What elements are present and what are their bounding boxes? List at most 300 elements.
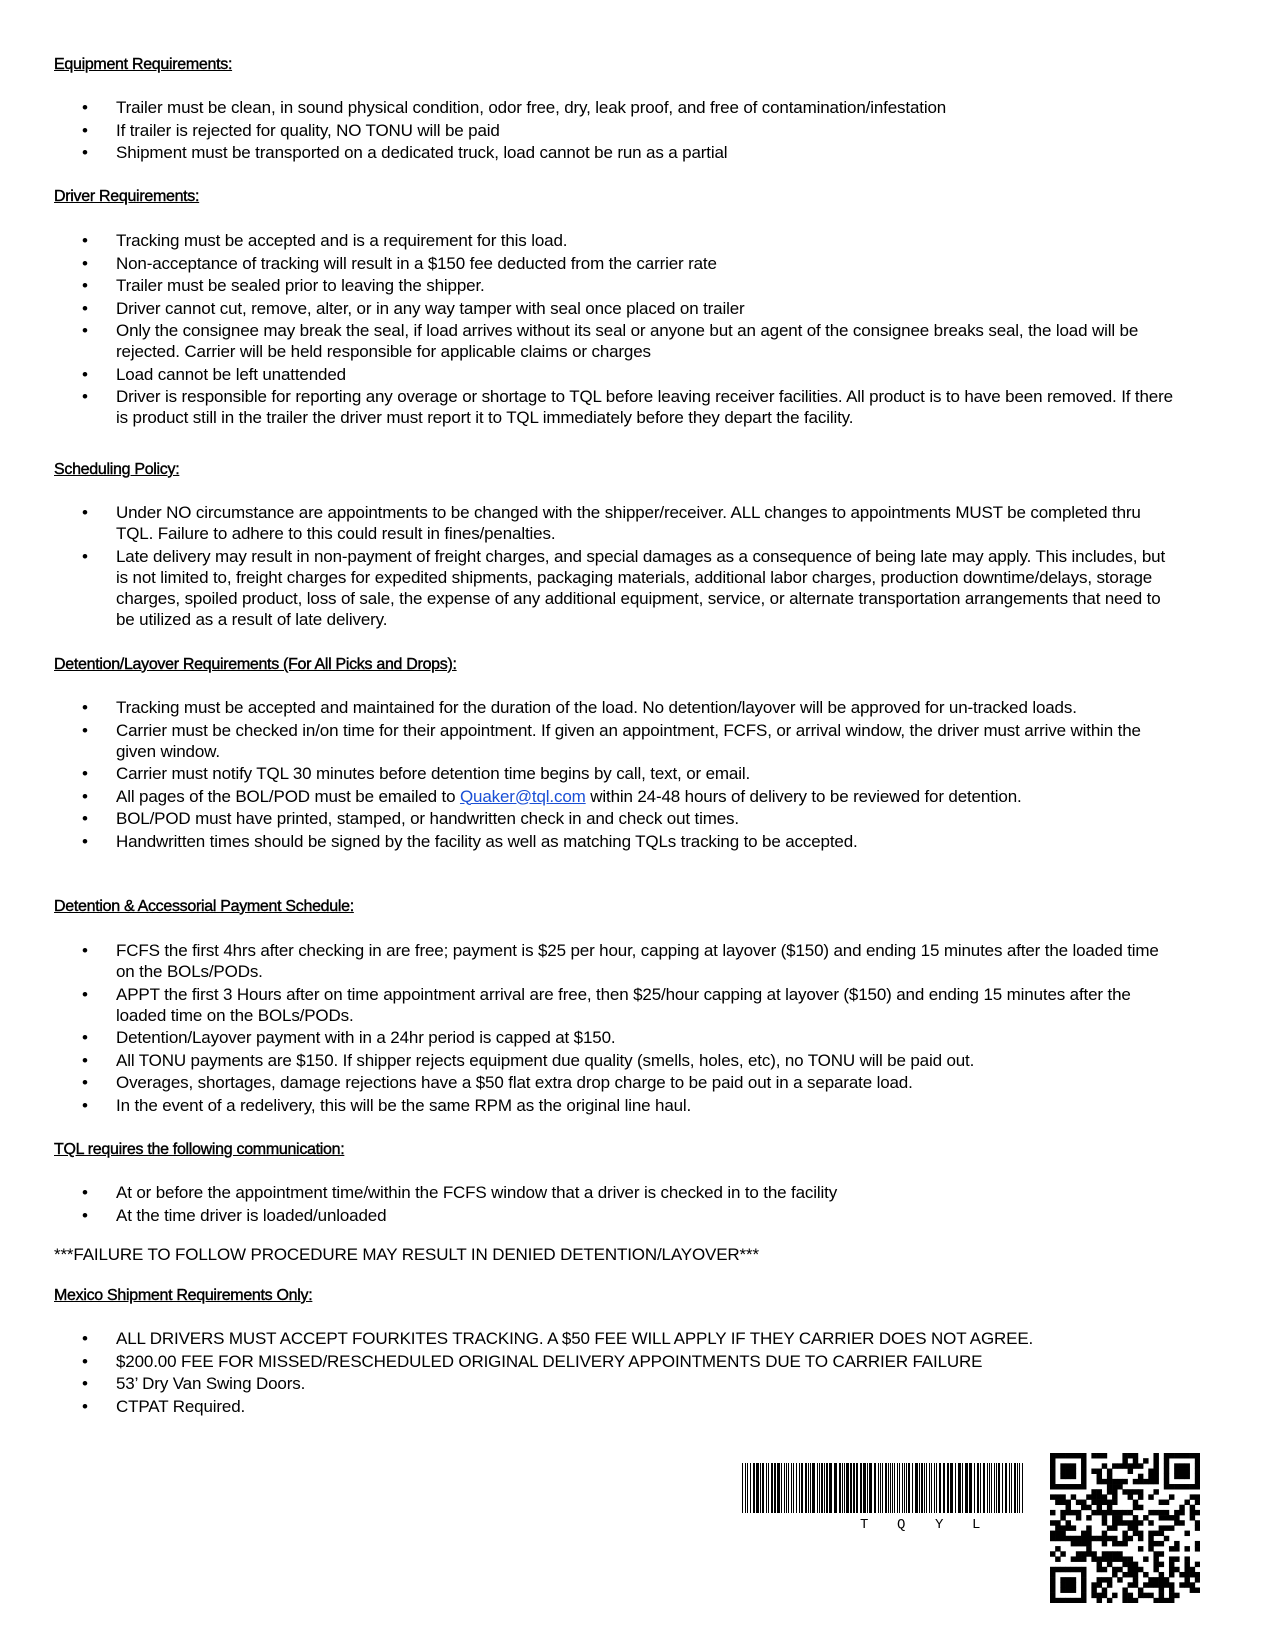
qr-module — [1148, 1546, 1153, 1551]
barcode-bar — [919, 1463, 920, 1513]
qr-module — [1148, 1520, 1153, 1525]
qr-module — [1174, 1546, 1179, 1551]
qr-module — [1081, 1587, 1086, 1592]
list-item: • In the event of a redelivery, this will be the same RPM as the original line haul. — [0, 1095, 1275, 1116]
qr-module — [1071, 1484, 1076, 1489]
barcode-bar — [998, 1463, 1000, 1513]
qr-module — [1128, 1567, 1133, 1572]
qr-module — [1190, 1510, 1195, 1515]
qr-module — [1055, 1484, 1060, 1489]
list-item: • Load cannot be left unattended — [0, 364, 1275, 385]
detention-list — [0, 697, 1275, 853]
qr-module — [1112, 1510, 1117, 1515]
qr-module — [1143, 1479, 1148, 1484]
qr-module — [1091, 1500, 1096, 1505]
qr-module — [1133, 1458, 1138, 1463]
barcode-bar — [1011, 1463, 1012, 1513]
qr-module — [1107, 1469, 1112, 1474]
qr-module — [1195, 1500, 1200, 1505]
barcode-bar — [880, 1463, 881, 1513]
barcode-bar — [888, 1463, 889, 1513]
qr-module — [1122, 1463, 1127, 1468]
qr-code-image — [1050, 1453, 1200, 1603]
qr-module — [1097, 1489, 1102, 1494]
email-bullet-before: All pages of the BOL/POD must be emailed to — [116, 786, 460, 806]
barcode-bar — [856, 1463, 858, 1513]
qr-module — [1148, 1536, 1153, 1541]
qr-module — [1055, 1556, 1060, 1561]
qr-module — [1081, 1567, 1086, 1572]
qr-module — [1050, 1510, 1055, 1515]
qr-module — [1133, 1577, 1138, 1582]
qr-module — [1169, 1525, 1174, 1530]
list-item: • Trailer must be sealed prior to leaving the shipper. — [0, 275, 1275, 296]
barcode-bar — [853, 1463, 855, 1513]
qr-module — [1066, 1484, 1071, 1489]
qr-module — [1066, 1577, 1071, 1582]
qr-module — [1102, 1520, 1107, 1525]
qr-module — [1190, 1494, 1195, 1499]
barcode-bar — [902, 1463, 903, 1513]
qr-module — [1133, 1531, 1138, 1536]
qr-module — [1050, 1469, 1055, 1474]
qr-module — [1102, 1551, 1107, 1556]
qr-module — [1050, 1577, 1055, 1582]
qr-module — [1060, 1567, 1065, 1572]
qr-module — [1076, 1556, 1081, 1561]
qr-module — [1133, 1562, 1138, 1567]
list-item: • All TONU payments are $150. If shipper rejects equipment due quality (smells, holes, etc), no TONU will be paid out. — [0, 1050, 1275, 1071]
qr-module — [1128, 1525, 1133, 1530]
qr-module — [1050, 1536, 1055, 1541]
barcode-bar — [747, 1463, 748, 1513]
qr-module — [1055, 1500, 1060, 1505]
qr-module — [1117, 1484, 1122, 1489]
barcode-bar — [1017, 1463, 1018, 1513]
barcode-bar — [950, 1463, 953, 1513]
qr-module — [1086, 1551, 1091, 1556]
qr-module — [1055, 1567, 1060, 1572]
qr-module — [1112, 1520, 1117, 1525]
qr-module — [1184, 1556, 1189, 1561]
barcode-bar — [943, 1463, 945, 1513]
qr-module — [1097, 1593, 1102, 1598]
barcode-bar — [991, 1463, 992, 1513]
qr-module — [1122, 1562, 1127, 1567]
qr-module — [1050, 1587, 1055, 1592]
qr-module — [1153, 1458, 1158, 1463]
qr-module — [1071, 1536, 1076, 1541]
qr-module — [1107, 1577, 1112, 1582]
barcode-bar — [897, 1463, 898, 1513]
payment-list — [0, 940, 1275, 1117]
qr-module — [1081, 1484, 1086, 1489]
qr-module — [1060, 1500, 1065, 1505]
barcode-bar — [784, 1463, 785, 1513]
qr-module — [1138, 1463, 1143, 1468]
qr-module — [1071, 1541, 1076, 1546]
qr-module — [1143, 1593, 1148, 1598]
qr-module — [1107, 1479, 1112, 1484]
qr-module — [1102, 1567, 1107, 1572]
barcode-bar — [882, 1463, 883, 1513]
qr-module — [1091, 1551, 1096, 1556]
qr-module — [1050, 1520, 1055, 1525]
qr-module — [1071, 1494, 1076, 1499]
qr-module — [1128, 1572, 1133, 1577]
email-link[interactable]: Quaker@tql.com — [459, 786, 586, 806]
qr-module — [1050, 1474, 1055, 1479]
qr-module — [1190, 1582, 1195, 1587]
qr-module — [1086, 1536, 1091, 1541]
qr-module — [1117, 1556, 1122, 1561]
qr-module — [1055, 1453, 1060, 1458]
qr-module — [1143, 1458, 1148, 1463]
qr-module — [1076, 1500, 1081, 1505]
qr-module — [1122, 1458, 1127, 1463]
qr-module — [1184, 1562, 1189, 1567]
qr-module — [1081, 1505, 1086, 1510]
qr-module — [1179, 1474, 1184, 1479]
qr-module — [1195, 1577, 1200, 1582]
qr-module — [1164, 1515, 1169, 1520]
qr-module — [1060, 1531, 1065, 1536]
qr-module — [1153, 1469, 1158, 1474]
qr-module — [1097, 1453, 1102, 1458]
qr-module — [1159, 1531, 1164, 1536]
qr-module — [1164, 1598, 1169, 1603]
qr-module — [1164, 1484, 1169, 1489]
qr-module — [1174, 1556, 1179, 1561]
qr-module — [1102, 1494, 1107, 1499]
qr-module — [1117, 1463, 1122, 1468]
qr-module — [1076, 1541, 1081, 1546]
barcode-bar — [860, 1463, 862, 1513]
qr-module — [1128, 1489, 1133, 1494]
qr-module — [1107, 1556, 1112, 1561]
qr-module — [1091, 1582, 1096, 1587]
qr-module — [1071, 1567, 1076, 1572]
qr-module — [1138, 1474, 1143, 1479]
list-item: • Trailer must be clean, in sound physical condition, odor free, dry, leak proof, and free of contamination/infestation — [0, 97, 1275, 118]
barcode-char: L — [972, 1517, 981, 1531]
qr-module — [1138, 1593, 1143, 1598]
qr-module — [1097, 1510, 1102, 1515]
scheduling-list — [0, 502, 1275, 631]
qr-module — [1050, 1567, 1055, 1572]
qr-module — [1091, 1494, 1096, 1499]
qr-module — [1138, 1546, 1143, 1551]
qr-module — [1143, 1582, 1148, 1587]
qr-module — [1107, 1505, 1112, 1510]
qr-module — [1097, 1536, 1102, 1541]
qr-module — [1081, 1593, 1086, 1598]
qr-module — [1143, 1556, 1148, 1561]
qr-module — [1086, 1505, 1091, 1510]
qr-module — [1179, 1463, 1184, 1468]
qr-module — [1179, 1582, 1184, 1587]
qr-module — [1112, 1489, 1117, 1494]
qr-module — [1081, 1577, 1086, 1582]
qr-module — [1148, 1474, 1153, 1479]
qr-module — [1128, 1582, 1133, 1587]
qr-module — [1102, 1510, 1107, 1515]
barcode-bar — [745, 1463, 746, 1513]
barcode-bar — [768, 1463, 769, 1513]
qr-module — [1081, 1572, 1086, 1577]
qr-module — [1122, 1453, 1127, 1458]
barcode-bar — [906, 1463, 907, 1513]
qr-module — [1081, 1582, 1086, 1587]
qr-module — [1179, 1453, 1184, 1458]
qr-module — [1117, 1510, 1122, 1515]
qr-module — [1153, 1474, 1158, 1479]
qr-module — [1086, 1541, 1091, 1546]
qr-module — [1102, 1453, 1107, 1458]
qr-module — [1153, 1463, 1158, 1468]
qr-module — [1050, 1593, 1055, 1598]
qr-module — [1164, 1469, 1169, 1474]
qr-module — [1102, 1531, 1107, 1536]
qr-module — [1081, 1536, 1086, 1541]
qr-module — [1066, 1453, 1071, 1458]
qr-module — [1102, 1541, 1107, 1546]
qr-module — [1107, 1500, 1112, 1505]
qr-module — [1179, 1484, 1184, 1489]
barcode-bar — [924, 1463, 925, 1513]
barcode-bar — [983, 1463, 985, 1513]
qr-module — [1091, 1587, 1096, 1592]
qr-module — [1184, 1567, 1189, 1572]
qr-module — [1169, 1567, 1174, 1572]
barcode-bar — [912, 1463, 913, 1513]
qr-module — [1081, 1463, 1086, 1468]
qr-module — [1107, 1536, 1112, 1541]
qr-module — [1117, 1515, 1122, 1520]
qr-module — [1066, 1598, 1071, 1603]
qr-module — [1112, 1541, 1117, 1546]
qr-module — [1091, 1593, 1096, 1598]
qr-module — [1071, 1463, 1076, 1468]
list-item: • Overages, shortages, damage rejections have a $50 flat extra drop charge to be paid out in a separate load. — [0, 1072, 1275, 1093]
qr-module — [1081, 1541, 1086, 1546]
list-item: • ALL DRIVERS MUST ACCEPT FOURKITES TRACKING. A $50 FEE WILL APPLY IF THEY CARRIER DOES NOT AGREE. — [0, 1328, 1275, 1349]
qr-module — [1174, 1593, 1179, 1598]
barcode-bar — [936, 1463, 937, 1513]
qr-module — [1133, 1500, 1138, 1505]
qr-module — [1112, 1515, 1117, 1520]
qr-module — [1184, 1577, 1189, 1582]
barcode-bar — [867, 1463, 868, 1513]
list-item: • Non-acceptance of tracking will result in a $150 fee deducted from the carrier rate — [0, 253, 1275, 274]
barcode-bar — [846, 1463, 849, 1513]
qr-module — [1164, 1474, 1169, 1479]
qr-module — [1159, 1500, 1164, 1505]
qr-module — [1102, 1515, 1107, 1520]
qr-module — [1060, 1515, 1065, 1520]
barcode-bar — [874, 1463, 876, 1513]
qr-module — [1066, 1525, 1071, 1530]
barcode-bar — [894, 1463, 895, 1513]
qr-module — [1117, 1520, 1122, 1525]
qr-module — [1195, 1463, 1200, 1468]
qr-module — [1164, 1525, 1169, 1530]
qr-module — [1071, 1598, 1076, 1603]
list-item: • Driver cannot cut, remove, alter, or in any way tamper with seal once placed on trailer — [0, 298, 1275, 319]
barcode-bar — [958, 1463, 961, 1513]
qr-module — [1086, 1531, 1091, 1536]
qr-module — [1112, 1525, 1117, 1530]
qr-module — [1066, 1474, 1071, 1479]
qr-module — [1128, 1556, 1133, 1561]
qr-module — [1066, 1567, 1071, 1572]
qr-module — [1179, 1510, 1184, 1515]
barcode-bar — [819, 1463, 820, 1513]
qr-module — [1164, 1458, 1169, 1463]
qr-module — [1169, 1582, 1174, 1587]
list-item-email — [0, 786, 1275, 807]
qr-module — [1174, 1484, 1179, 1489]
qr-module — [1071, 1469, 1076, 1474]
qr-module — [1148, 1469, 1153, 1474]
barcode-bar — [786, 1463, 787, 1513]
qr-module — [1086, 1494, 1091, 1499]
qr-module — [1190, 1567, 1195, 1572]
qr-module — [1122, 1541, 1127, 1546]
qr-module — [1169, 1562, 1174, 1567]
qr-module — [1148, 1593, 1153, 1598]
qr-module — [1091, 1453, 1096, 1458]
qr-module — [1159, 1515, 1164, 1520]
qr-module — [1184, 1453, 1189, 1458]
qr-module — [1112, 1463, 1117, 1468]
qr-module — [1112, 1556, 1117, 1561]
qr-module — [1107, 1525, 1112, 1530]
qr-module — [1169, 1587, 1174, 1592]
qr-module — [1148, 1541, 1153, 1546]
qr-module — [1060, 1551, 1065, 1556]
communication-list — [0, 1182, 1275, 1227]
qr-module — [1184, 1546, 1189, 1551]
qr-module — [1102, 1500, 1107, 1505]
qr-module — [1081, 1598, 1086, 1603]
qr-module — [1112, 1567, 1117, 1572]
qr-module — [1148, 1510, 1153, 1515]
qr-module — [1128, 1510, 1133, 1515]
barcode-bar — [753, 1463, 755, 1513]
qr-module — [1102, 1587, 1107, 1592]
barcode-bar — [842, 1463, 843, 1513]
list-item: • Handwritten times should be signed by the facility as well as matching TQLs tracking to be accepted. — [0, 831, 1275, 852]
list-item: • Carrier must be checked in/on time for their appointment. If given an appointment, FCFS, or arrival window, the driver must arrive within the given window. — [0, 720, 1275, 762]
qr-module — [1066, 1463, 1071, 1468]
barcode-bar — [962, 1463, 963, 1513]
list-item: • Carrier must notify TQL 30 minutes before detention time begins by call, text, or email. — [0, 763, 1275, 784]
list-item: • Late delivery may result in non-payment of freight charges, and special damages as a consequence of being late may apply. This includes, but is not limited to, freight charges for expedited shipments, packaging materials, additional labor charges, production downtime/delays, storage charges, spoiled product, loss of sale, the expense of any additional equipment, service, or alternate transportation arrangements that need to be utilized as a result of late delivery. — [0, 546, 1275, 630]
qr-module — [1159, 1593, 1164, 1598]
qr-module — [1148, 1577, 1153, 1582]
qr-module — [1159, 1510, 1164, 1515]
qr-module — [1097, 1494, 1102, 1499]
qr-module — [1066, 1505, 1071, 1510]
qr-module — [1133, 1567, 1138, 1572]
barcode-char: T — [860, 1517, 869, 1531]
qr-module — [1112, 1484, 1117, 1489]
qr-module — [1050, 1458, 1055, 1463]
qr-module — [1128, 1463, 1133, 1468]
qr-module — [1174, 1463, 1179, 1468]
barcode-bar — [810, 1463, 811, 1513]
qr-module — [1071, 1582, 1076, 1587]
qr-module — [1112, 1536, 1117, 1541]
qr-module — [1128, 1536, 1133, 1541]
list-item: • Under NO circumstance are appointments to be changed with the shipper/receiver. ALL changes to appointments MUST be completed thru TQL. Failure to adhere to this could result in fines/penalties. — [0, 502, 1275, 544]
driver-list — [0, 230, 1275, 430]
barcode-bar — [777, 1463, 780, 1513]
qr-module — [1133, 1515, 1138, 1520]
qr-module — [1184, 1500, 1189, 1505]
qr-module — [1076, 1551, 1081, 1556]
qr-module — [1071, 1525, 1076, 1530]
qr-module — [1128, 1453, 1133, 1458]
qr-module — [1112, 1500, 1117, 1505]
list-item: • $200.00 FEE FOR MISSED/RESCHEDULED ORIGINAL DELIVERY APPOINTMENTS DUE TO CARRIER FAILURE — [0, 1351, 1275, 1372]
qr-module — [1143, 1515, 1148, 1520]
barcode-bar — [805, 1463, 807, 1513]
list-item: • Detention/Layover payment with in a 24hr period is capped at $150. — [0, 1027, 1275, 1048]
qr-module — [1055, 1520, 1060, 1525]
qr-module — [1133, 1505, 1138, 1510]
qr-module — [1179, 1572, 1184, 1577]
barcode-bar — [756, 1463, 759, 1513]
barcode-bar — [766, 1463, 767, 1513]
barcode-bar — [781, 1463, 782, 1513]
qr-module — [1153, 1556, 1158, 1561]
qr-module — [1122, 1520, 1127, 1525]
qr-module — [1148, 1531, 1153, 1536]
qr-module — [1159, 1525, 1164, 1530]
qr-module — [1107, 1484, 1112, 1489]
barcode-bar — [969, 1463, 972, 1513]
qr-module — [1071, 1510, 1076, 1515]
qr-module — [1174, 1520, 1179, 1525]
barcode-bar — [921, 1463, 923, 1513]
qr-module — [1184, 1484, 1189, 1489]
qr-module — [1086, 1515, 1091, 1520]
qr-module — [1159, 1598, 1164, 1603]
failure-warning: ***FAILURE TO FOLLOW PROCEDURE MAY RESULT IN DENIED DETENTION/LAYOVER*** — [54, 1245, 759, 1264]
qr-module — [1184, 1469, 1189, 1474]
section-heading-driver: Driver Requirements: — [54, 188, 200, 205]
section-heading-detention-layover: Detention/Layover Requirements (For All Picks and Drops): — [54, 656, 457, 673]
qr-module — [1174, 1474, 1179, 1479]
barcode-bar — [1005, 1463, 1007, 1513]
qr-module — [1076, 1567, 1081, 1572]
qr-module — [1076, 1510, 1081, 1515]
barcode-bar — [869, 1463, 872, 1513]
barcode-bars — [742, 1463, 1023, 1513]
barcode-bar — [826, 1463, 828, 1513]
section-heading-scheduling: Scheduling Policy: — [54, 461, 180, 478]
qr-module — [1066, 1510, 1071, 1515]
qr-module — [1153, 1562, 1158, 1567]
qr-module — [1060, 1474, 1065, 1479]
qr-module — [1102, 1463, 1107, 1468]
qr-module — [1169, 1515, 1174, 1520]
qr-module — [1050, 1453, 1055, 1458]
qr-module — [1066, 1587, 1071, 1592]
barcode-char: Y — [935, 1517, 944, 1531]
